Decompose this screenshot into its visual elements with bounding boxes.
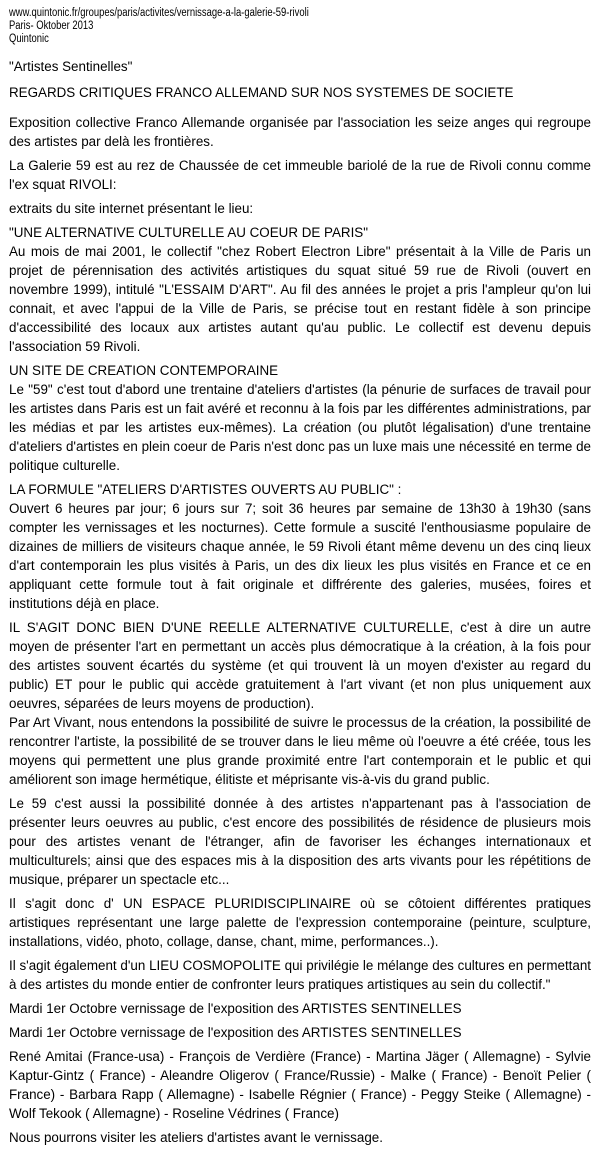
- paragraph-lieu-cosmopolite: Il s'agit également d'un LIEU COSMOPOLITE qui privilégie le mélange des cultures en permettant à des artistes du monde entier de confronter leurs pratiques artistiques au sein du collectif.": [9, 958, 591, 992]
- line-visite-ateliers: Nous pourrons visiter les ateliers d'artistes avant le vernissage.: [9, 1130, 383, 1145]
- paragraph-text: IL S'AGIT DONC BIEN D'UNE REELLE ALTERNATIVE CULTURELLE, c'est à dire un autre moyen de présenter l'art en permettant un accès plus démocratique à la création, à la fois pour des artistes souvent écartés du système (et qui trouvent là un moyen d'exister au regard du public) ET pour le public qui accède gratuitement à l'art vivant (et non plus uniquement aux oeuvres, séparées de leurs moyens de production).: [9, 620, 591, 711]
- paragraph-espace-pluridisciplinaire: Il s'agit donc d' UN ESPACE PLURIDISCIPLINAIRE où se côtoient différentes pratiques artistiques représentant une large palette de l'expression contemporaine (peinture, sculpture, installations, vidéo, photo, collage, danse, chant, mime, performances..).: [9, 896, 591, 949]
- paragraph-lead: LA FORMULE "ATELIERS D'ARTISTES OUVERTS AU PUBLIC" :: [9, 482, 402, 497]
- paragraph-text: Au mois de mai 2001, le collectif "chez Robert Electron Libre" présentait à la Ville de Paris un projet de pérennisation des activités artistiques du squat situé 59 rue de Rivoli (ouvert en novembre 1999), intitulé "L'ESSAIM D'ART". Au fil des années le projet a pris l'ampleur qu'on lui connait, et avec l'appui de la Ville de Paris, se précise tout en restant fidèle à son principe d'accessibilité des locaux aux artistes autant qu'au public. Le collectif est devenu depuis l'association 59 Rivoli.: [9, 244, 591, 354]
- source-header: [9, 7, 591, 46]
- paragraph-lead: "UNE ALTERNATIVE CULTURELLE AU COEUR DE PARIS": [9, 225, 368, 240]
- source-location-date: Paris- Oktober 2013: [9, 20, 94, 32]
- line-vernissage-announcement-1: Mardi 1er Octobre vernissage de l'exposition des ARTISTES SENTINELLES: [9, 1001, 462, 1016]
- paragraph-artists-list: René Amitai (France-usa) - François de Verdière (France) - Martina Jäger ( Allemagne) - Sylvie Kaptur-Gintz ( France) - Aleandre Oligerov ( France/Russie) - Malke ( France) - Benoït Pelier ( France) - Barbara Rapp ( Allemagne) - Isabelle Régnier ( France) - Peggy Steike ( Allemagne) - Wolf Tekook ( Allemagne) - Roseline Védrines ( France): [9, 1049, 591, 1121]
- line-vernissage-announcement-2: Mardi 1er Octobre vernissage de l'exposition des ARTISTES SENTINELLES: [9, 1025, 462, 1040]
- source-url: www.quintonic.fr/groupes/paris/activites/vernissage-a-la-galerie-59-rivoli: [9, 7, 309, 19]
- paragraph-reelle-alternative: [9, 618, 591, 789]
- paragraph-text: Le "59" c'est tout d'abord une trentaine d'ateliers d'artistes (la pénurie de surfaces de travail pour les artistes dans Paris est un fait avéré et reconnu à la fois par les différentes administrations, par les médias et par les artistes eux-mêmes). La création (ou plutôt légalisation) d'une trentaine d'ateliers d'artistes en plein coeur de Paris n'est donc pas un luxe mais une nécessité en terme de politique culturelle.: [9, 382, 591, 473]
- paragraph-lead: UN SITE DE CREATION CONTEMPORAINE: [9, 363, 279, 378]
- paragraph-exposition-intro: Exposition collective Franco Allemande organisée par l'association les seize anges qui regroupe des artistes par delà les frontières.: [9, 115, 591, 149]
- paragraph-formule-ateliers: [9, 480, 591, 613]
- headline: REGARDS CRITIQUES FRANCO ALLEMAND SUR NOS SYSTEMES DE SOCIETE: [9, 85, 514, 100]
- source-site-name: Quintonic: [9, 33, 49, 45]
- paragraph-text: Ouvert 6 heures par jour; 6 jours sur 7; soit 36 heures par semaine de 13h30 à 19h30 (sans compter les vernissages et les nocturnes). Cette formule a suscité l'enthousiasme populaire de dizaines de milliers de visiteurs chaque année, le 59 Rivoli étant même devenu un des cinq lieux d'art contemporain les plus visités à Paris, un des dix lieux les plus visités en France et ce en appliquant cette formule tout à fait originale et diffrérente des galeries, musées, foires et institutions déjà en place.: [9, 501, 591, 611]
- paragraph-site-creation: [9, 361, 591, 475]
- paragraph-alternative-culturelle: [9, 223, 591, 356]
- paragraph-extraits-intro: extraits du site internet présentant le lieu:: [9, 201, 254, 216]
- paragraph-text-2: Par Art Vivant, nous entendons la possibilité de suivre le processus de la création, la possibilité de rencontrer l'artiste, la possibilité de se trouver dans le lieu même où l'oeuvre a été créée, tous les moyens qui permettent une plus grande proximité entre l'art contemporain et le public et qui améliorent son image hermétique, élitiste et méprisante vis-à-vis du grand public.: [9, 715, 591, 787]
- paragraph-le-59-residences: Le 59 c'est aussi la possibilité donnée à des artistes n'appartenant pas à l'association de présenter leurs oeuvres au public, c'est encore des possibilités de résidence de plusieurs mois pour des artistes venant de l'étranger, afin de favoriser les échanges internationaux et multiculturels; ainsi que des espaces mis à la disposition des arts vivants pour les répétitions de musique, préparer un spectacle etc...: [9, 796, 591, 887]
- exhibition-title: "Artistes Sentinelles": [9, 59, 133, 74]
- paragraph-galerie-location: La Galerie 59 est au rez de Chaussée de cet immeuble bariolé de la rue de Rivoli connu comme l'ex squat RIVOLI:: [9, 158, 591, 192]
